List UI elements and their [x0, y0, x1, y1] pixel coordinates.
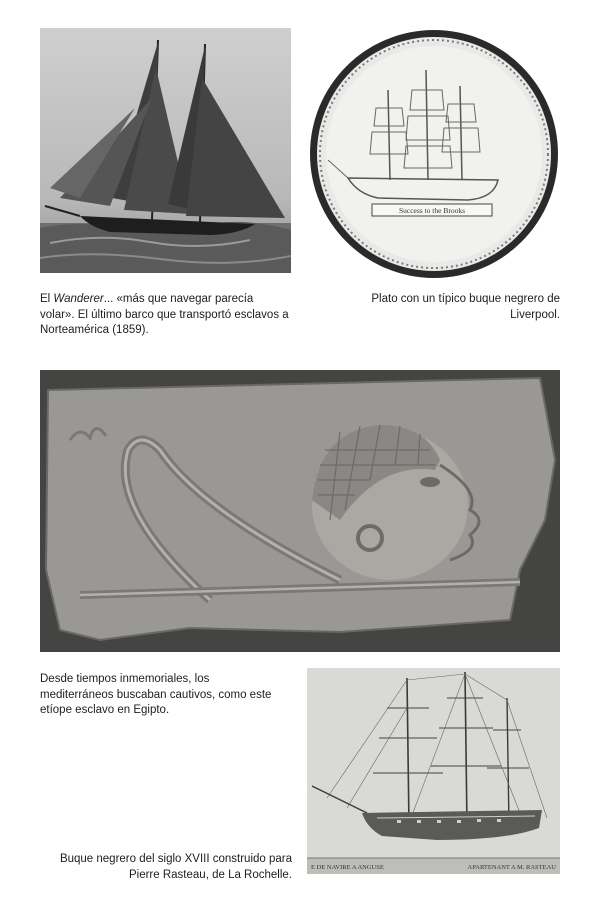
relief-caption-text: Desde tiempos inmemoriales, los mediterráneos buscaban cautivos, como este etíope esclavo en Egipto.: [40, 673, 272, 716]
plate-caption-text: Plato con un típico buque negrero de Liverpool.: [371, 293, 560, 321]
caption-rest: ... «más que navegar parecía volar». El último barco que transportó esclavos a Norteamérica (1859).: [40, 293, 289, 336]
plate-image: [308, 28, 560, 280]
relief-photo: [40, 370, 560, 652]
ship-name: Wanderer: [53, 293, 104, 305]
ship-drawing-caption: [40, 852, 292, 883]
engraving-footer-right: APARTENANT A M. RASTEAU: [467, 864, 556, 871]
relief-image: [40, 370, 560, 652]
engraving-footer-left: E DE NAVIRE A ANGUSE: [311, 864, 384, 871]
schooner-image: [40, 28, 291, 273]
wanderer-photo: [40, 28, 291, 273]
ship-drawing-caption-text: Buque negrero del siglo XVIII construido para Pierre Rasteau, de La Rochelle.: [59, 853, 292, 881]
plate-caption: [330, 292, 560, 323]
caption-prefix: El: [40, 293, 54, 305]
wanderer-caption: [40, 292, 290, 339]
plate-inscription: Success to the Brooks: [398, 206, 466, 215]
plate-photo: [308, 28, 560, 280]
relief-caption: [40, 672, 285, 719]
ship-drawing-photo: [307, 668, 560, 874]
ship-engraving-image: [307, 668, 560, 874]
